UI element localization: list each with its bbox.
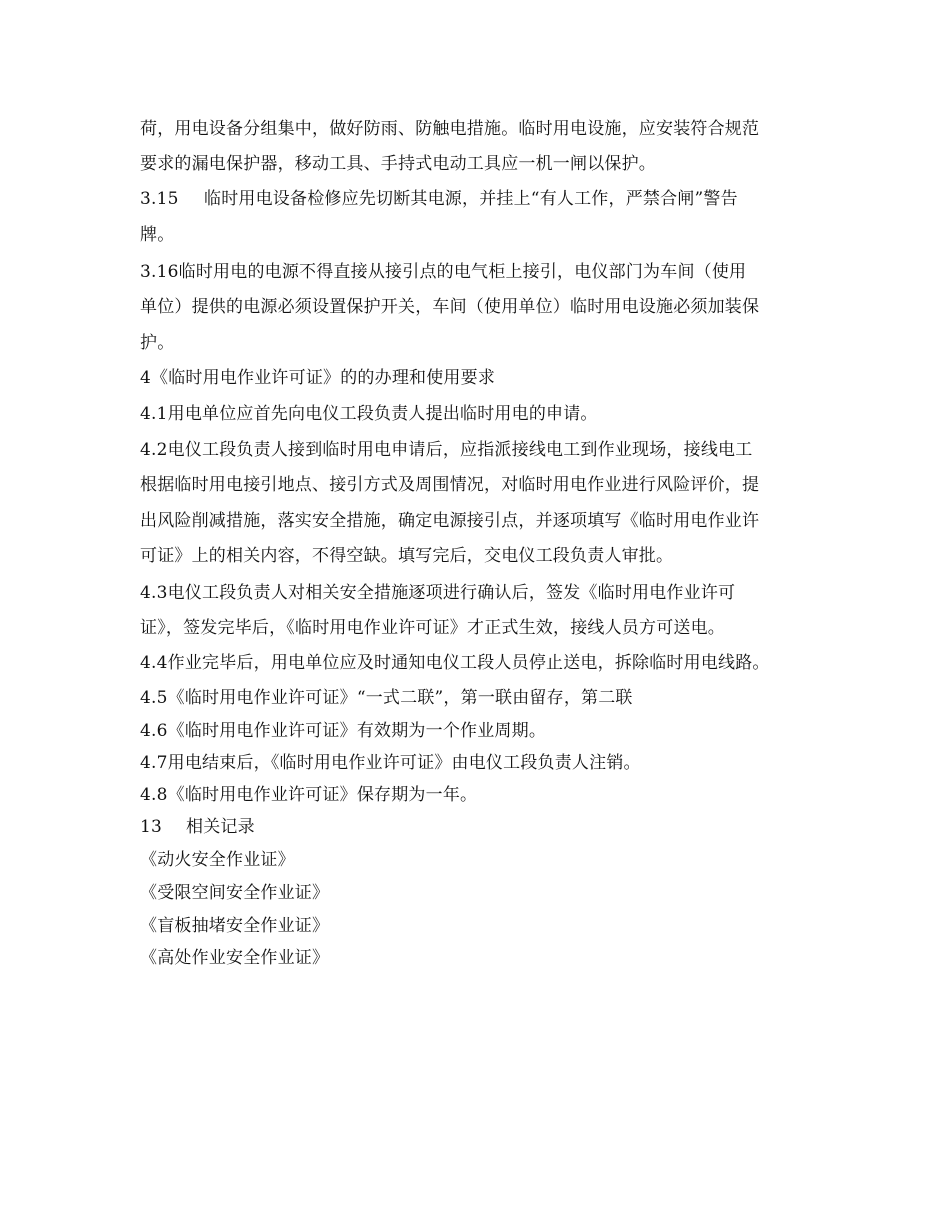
paragraph-line: 荷，用电设备分组集中，做好防雨、防触电措施。临时用电设施，应安装符合规范 [140,119,760,139]
section-text: 临时用电设备检修应先切断其电源，并挂上“有人工作，严禁合闸”警告 [204,189,738,209]
paragraph-line: 根据临时用电接引地点、接引方式及周围情况，对临时用电作业进行风险评价，提 [140,475,760,495]
record-item: 《动火安全作业证》 [140,850,295,870]
section-heading: 4《临时用电作业许可证》的的办理和使用要求 [140,368,496,388]
paragraph-line: 可证》上的相关内容，不得空缺。填写完后，交电仪工段负责人审批。 [140,546,674,566]
paragraph-line: 4.7用电结束后，《临时用电作业许可证》由电仪工段负责人注销。 [140,753,641,773]
paragraph-line: 牌。 [140,225,175,245]
paragraph-line: 要求的漏电保护器，移动工具、手持式电动工具应一机一闸以保护。 [140,154,656,174]
paragraph-line: 护。 [140,333,175,353]
paragraph-line: 出风险削减措施，落实安全措施，确定电源接引点，并逐项填写《临时用电作业许 [140,511,760,531]
paragraph-line: 4.5《临时用电作业许可证》“一式二联”，第一联由留存，第二联 [140,688,633,708]
record-item: 《盲板抽堵安全作业证》 [140,916,330,936]
section-number: 13 [140,817,163,837]
section-13-heading [140,817,820,837]
section-number: 3.15 [140,189,179,209]
section-3-15-line [140,189,820,209]
paragraph-line: 单位）提供的电源必须设置保护开关，车间（使用单位）临时用电设施必须加装保 [140,297,760,317]
paragraph-line: 证》，签发完毕后，《临时用电作业许可证》才正式生效，接线人员方可送电。 [140,618,725,638]
paragraph-line: 4.1用电单位应首先向电仪工段负责人提出临时用电的申请。 [140,404,598,424]
record-item: 《受限空间安全作业证》 [140,883,330,903]
paragraph-line: 4.3电仪工段负责人对相关安全措施逐项进行确认后，签发《临时用电作业许可 [140,583,736,603]
section-title: 相关记录 [186,817,255,837]
paragraph-line: 3.16临时用电的电源不得直接从接引点的电气柜上接引，电仪部门为车间（使用 [140,262,747,282]
record-item: 《高处作业安全作业证》 [140,948,330,968]
paragraph-line: 4.2电仪工段负责人接到临时用电申请后，应指派接线电工到作业现场，接线电工 [140,440,753,460]
paragraph-line: 4.8《临时用电作业许可证》保存期为一年。 [140,785,478,805]
paragraph-line: 4.4作业完毕后，用电单位应及时通知电仪工段人员停止送电，拆除临时用电线路。 [140,653,770,673]
paragraph-line: 4.6《临时用电作业许可证》有效期为一个作业周期。 [140,721,547,741]
